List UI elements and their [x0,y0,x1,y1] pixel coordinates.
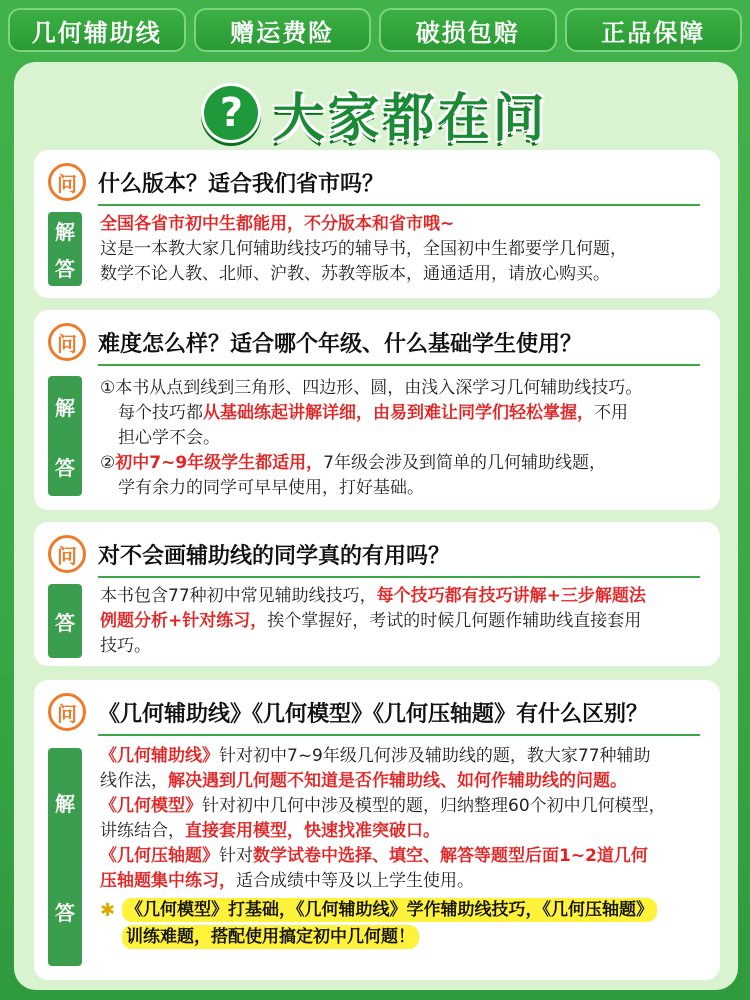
answer-line [100,401,704,426]
answer-highlight: 全国各省市初中生都能用，不分版本和省市哦~ [100,214,455,234]
book-name: 《几何压轴题》 [100,846,219,866]
answer-highlight: 从基础练起讲解详细，由易到难让同学们轻松掌握， [203,403,594,423]
tip-highlight: 《几何模型》打基础，《几何辅助线》学作辅助线技巧，《几何压轴题》 [122,898,657,922]
book-name: 《几何模型》 [100,796,202,816]
tip-highlight: 训练难题，搭配使用搞定初中几何题！ [122,925,419,949]
faq-answer [100,584,704,659]
answer-highlight: 例题分析+针对练习， [100,611,268,631]
faq-card-version [34,150,720,298]
answer-highlight: 初中7~9年级学生都适用， [115,453,324,473]
answer-line [100,844,704,869]
answer-text: 7年级会涉及到简单的几何辅助线题， [323,453,606,473]
answer-highlight: 直接套用模型，快速找准突破口。 [185,821,440,841]
divider [98,576,700,578]
question-badge-icon: 问 [48,323,86,361]
divider [98,734,700,736]
answer-line [100,451,704,476]
tag-free-return-shipping: 赠运费险 [194,8,372,52]
question-badge-icon: 问 [48,535,86,573]
answer-line [100,869,704,894]
answer-highlight: 压轴题集中练习， [100,871,236,891]
answer-text: 本书包含77种初中常见辅助线技巧， [100,586,377,606]
answer-line [100,819,704,844]
answer-highlight: 数学试卷中选择、填空、解答等题型后面1~2道几何 [253,846,648,866]
tip-text [122,898,657,950]
tag-genuine-guarantee: 正品保障 [565,8,743,52]
answer-badge [48,748,82,966]
faq-question: 难度怎么样？适合哪个年级、什么基础学生使用？ [98,331,583,357]
feature-tags [8,8,742,52]
answer-text: 讲练结合， [100,821,185,841]
tip-row [100,898,704,950]
answer-text: 针对初中7~9年级几何涉及辅助线的题，教大家77种辅助 [219,746,651,766]
answer-badge-top: 解 [55,792,75,816]
answer-line: ①本书从点到线到三角形、四边形、圆，由浅入深学习几何辅助线技巧。 [100,378,643,398]
faq-card-differences [34,680,720,980]
answer-line: 学有余力的同学可早早使用，打好基础。 [118,478,424,498]
faq-header [14,76,738,150]
faq-answer [100,744,704,950]
answer-badge [48,212,82,286]
lightbulb-icon: ✱ [100,900,116,921]
answer-badge-label: 答 [55,610,75,635]
answer-line [100,584,704,609]
tag-geometry-aux-lines: 几何辅助线 [8,8,186,52]
answer-line [100,609,704,634]
question-badge-icon: 问 [48,163,86,201]
answer-badge-bottom: 答 [55,901,75,925]
faq-title: 大家都在问 [272,88,548,149]
answer-text: 挨个掌握好，考试的时候几何题作辅助线直接套用 [267,611,642,631]
faq-question: 什么版本？适合我们省市吗？ [98,171,385,197]
answer-badge [48,584,82,658]
question-badge-icon: 问 [48,693,86,731]
answer-line [100,744,704,769]
book-name: 《几何辅助线》 [100,746,219,766]
answer-text: 线作法， [100,771,168,791]
answer-line: 担心学不会。 [118,428,220,448]
faq-question: 《几何辅助线》《几何模型》《几何压轴题》有什么区别？ [98,701,649,727]
tag-damage-compensation: 破损包赔 [379,8,557,52]
divider [98,204,700,206]
question-mark-icon: ? [204,86,258,140]
answer-line [100,794,704,819]
answer-highlight: 解决遇到几何题不知道是否作辅助线、如何作辅助线的问题。 [168,771,627,791]
answer-line: 数学不论人教、北师、沪教、苏教等版本，通通适用，请放心购买。 [100,264,610,284]
answer-line: 技巧。 [100,636,151,656]
tip-line [122,925,657,950]
divider [98,364,700,366]
answer-text: 针对 [219,846,253,866]
faq-panel [14,62,738,990]
answer-highlight: 每个技巧都有技巧讲解+三步解题法 [376,586,646,606]
faq-answer [100,376,704,501]
answer-badge [48,376,82,496]
answer-line [100,769,704,794]
answer-badge-top: 解 [55,220,75,244]
answer-badge-top: 解 [55,395,75,420]
answer-badge-bottom: 答 [55,257,75,281]
faq-card-difficulty [34,310,720,510]
faq-question: 对不会画辅助线的同学真的有用吗？ [98,543,451,569]
answer-text: 每个技巧都 [118,403,203,423]
answer-text: 针对初中几何中涉及模型的题，归纳整理60个初中几何模型， [202,796,666,816]
answer-text: ② [100,453,116,473]
tip-line [122,898,657,923]
answer-text: 不用 [594,403,628,423]
answer-badge-bottom: 答 [55,455,75,480]
faq-answer [100,212,704,287]
answer-text: 适合成绩中等及以上学生使用。 [236,871,474,891]
answer-line: 这是一本教大家几何辅助线技巧的辅导书，全国初中生都要学几何题， [100,239,627,259]
faq-card-usefulness [34,522,720,666]
